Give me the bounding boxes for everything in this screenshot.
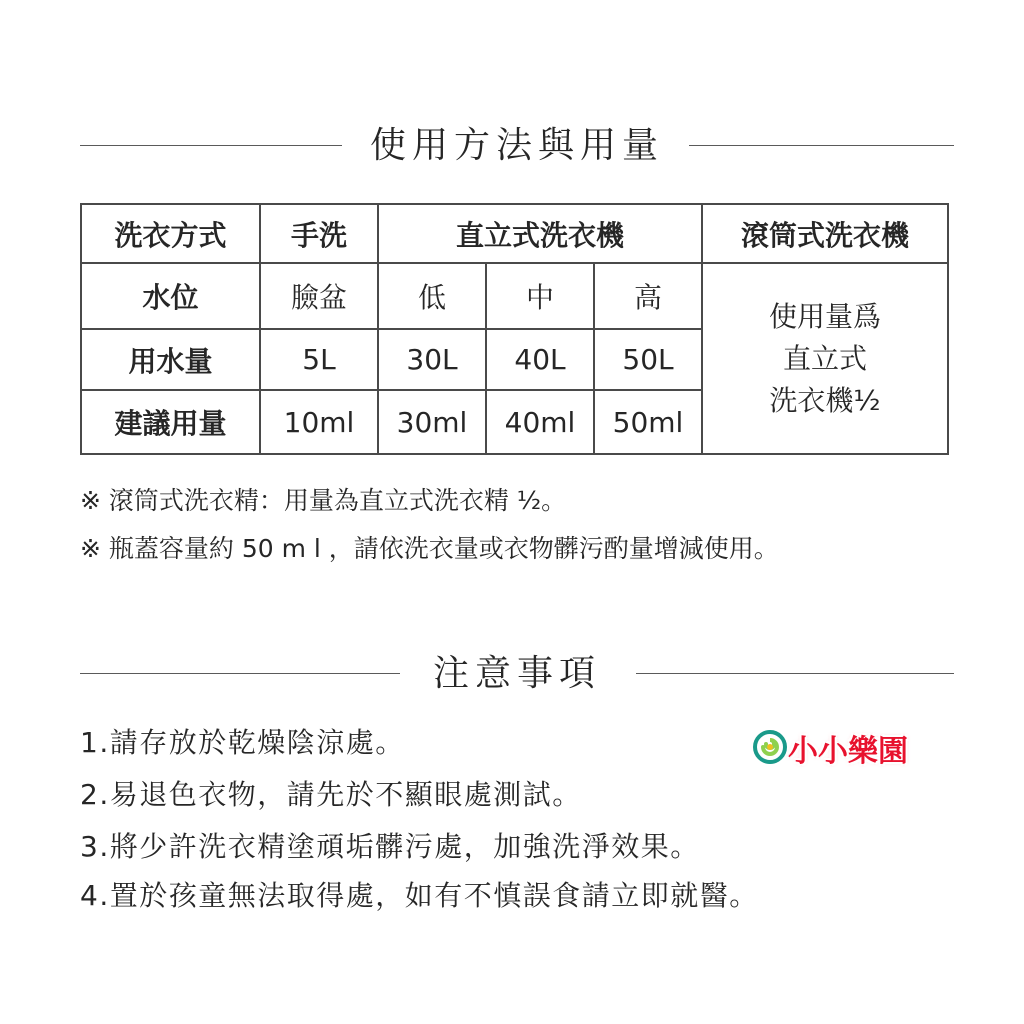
caution-heading	[80, 649, 954, 699]
row-label-amount: 建議用量	[81, 390, 260, 454]
cell-level-low: 低	[378, 263, 486, 329]
table-header-row	[81, 204, 948, 263]
row-label-level: 水位	[81, 263, 260, 329]
note-drum-ratio: ※ 滾筒式洗衣精：用量為直立式洗衣精 ½。	[80, 486, 567, 515]
cell-amount-mid: 40ml	[486, 390, 594, 454]
caution-item: 1.請存放於乾燥陰涼處。	[80, 726, 405, 759]
note-cap-capacity: ※ 瓶蓋容量約 50 m l ，請依洗衣量或衣物髒污酌量增減使用。	[80, 534, 779, 563]
brand-logo	[751, 724, 911, 774]
cell-amount-hand: 10ml	[260, 390, 378, 454]
caution-item: 2.易退色衣物，請先於不顯眼處測試。	[80, 778, 582, 811]
usage-title: 使用方法與用量	[369, 125, 664, 166]
header-hand-wash: 手洗	[260, 204, 378, 263]
cell-water-hand: 5L	[260, 329, 378, 390]
drum-note-line: 直立式	[782, 341, 867, 375]
logo-text: 小小樂園	[788, 734, 908, 769]
caution-item: 4.置於孩童無法取得處，如有不慎誤食請立即就醫。	[80, 879, 759, 912]
cell-amount-low: 30ml	[378, 390, 486, 454]
swirl-icon	[751, 728, 789, 766]
table-row	[81, 263, 948, 329]
header-top-load: 直立式洗衣機	[378, 204, 702, 263]
cell-level-mid: 中	[486, 263, 594, 329]
usage-heading	[80, 121, 954, 171]
drum-usage-note	[702, 263, 948, 454]
drum-note-line: 洗衣機½	[769, 383, 881, 417]
row-label-water: 用水量	[81, 329, 260, 390]
header-drum: 滾筒式洗衣機	[702, 204, 948, 263]
cell-water-high: 50L	[594, 329, 702, 390]
caution-title: 注意事項	[432, 653, 601, 694]
divider-right	[636, 673, 954, 674]
drum-note-line: 使用量爲	[768, 299, 881, 333]
usage-table	[80, 203, 949, 455]
cell-level-basin: 臉盆	[260, 263, 378, 329]
divider-right	[689, 145, 954, 146]
cell-water-low: 30L	[378, 329, 486, 390]
caution-item: 3.將少許洗衣精塗頑垢髒污處，加強洗淨效果。	[80, 830, 700, 863]
cell-level-high: 高	[594, 263, 702, 329]
cell-water-mid: 40L	[486, 329, 594, 390]
cell-amount-high: 50ml	[594, 390, 702, 454]
header-method: 洗衣方式	[81, 204, 260, 263]
